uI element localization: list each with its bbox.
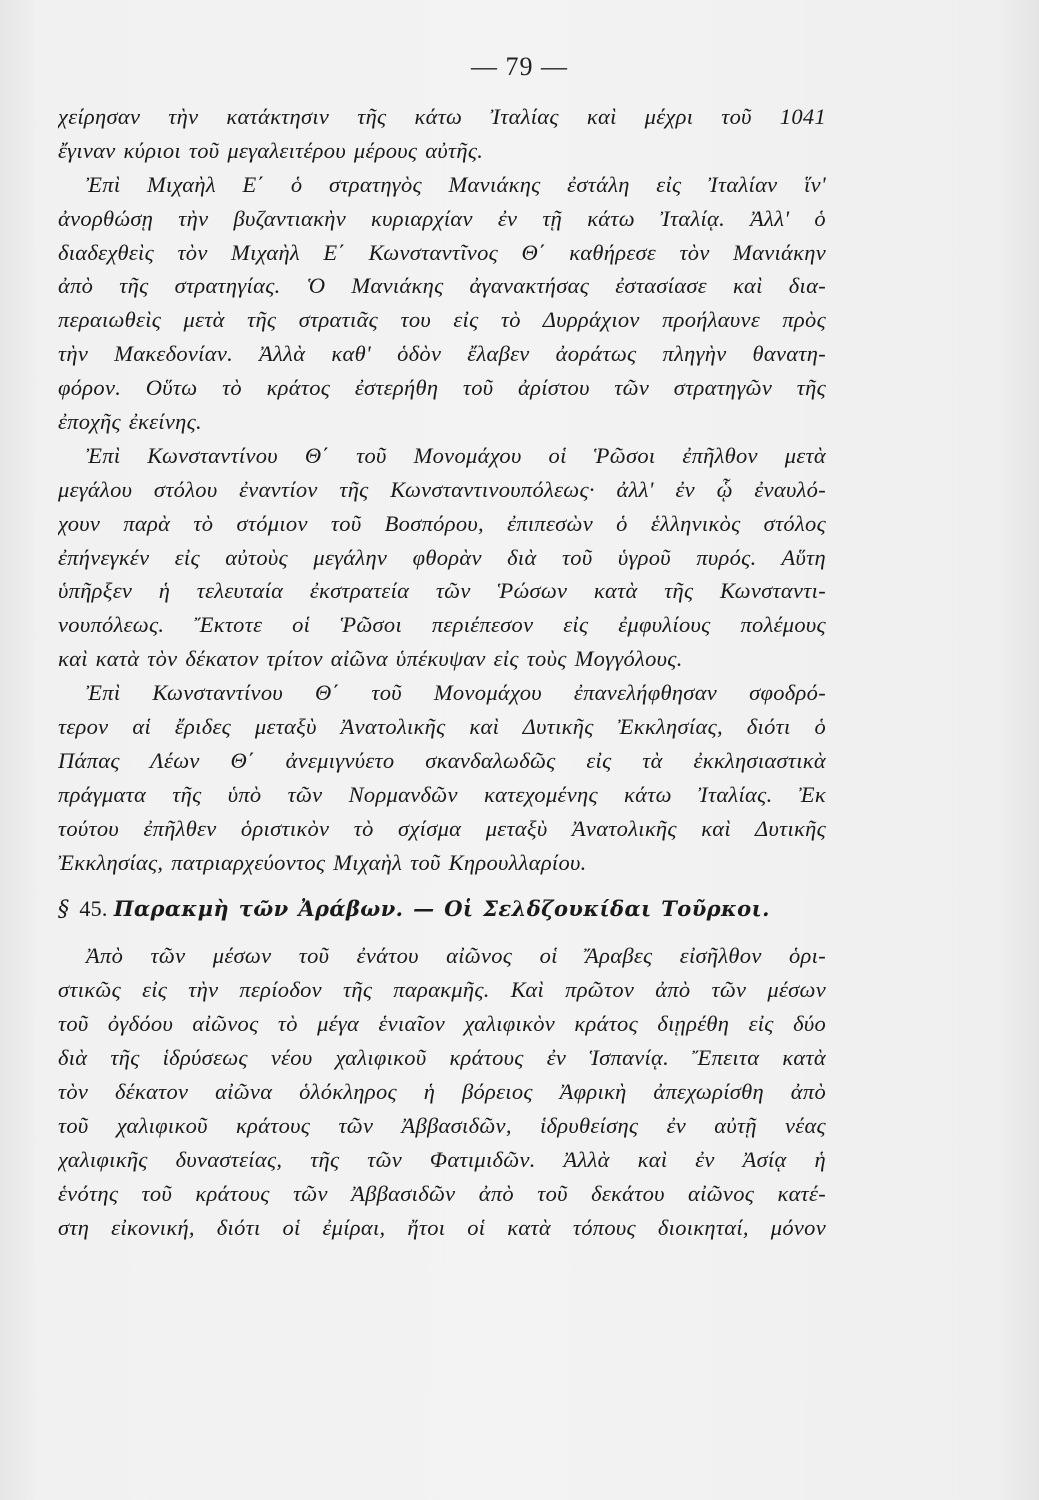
text-line: τὴν Μακεδονίαν. Ἀλλὰ καθ' ὁδὸν ἔλαβεν ἀοράτως πληγὴν θανατη- [58,341,826,367]
text-line: μεγάλου στόλου ἐναντίον τῆς Κωνσταντινουπόλεως· ἀλλ' ἐν ᾧ ἐναυλό- [58,476,826,502]
text-line: Ἐπὶ Κωνσταντίνου Θ΄ τοῦ Μονομάχου οἱ Ῥῶσοι ἐπῆλθον μετὰ [86,442,826,468]
text-line: τερον αἱ ἔριδες μεταξὺ Ἀνατολικῆς καὶ Δυτικῆς Ἐκκλησίας, διότι ὁ [58,714,826,740]
text-line: νουπόλεως. Ἔκτοτε οἱ Ῥῶσοι περιέπεσον εἰς ἐμφυλίους πολέμους [58,612,826,638]
text-line: στη εἰκονική, διότι οἱ ἐμίραι, ἤτοι οἱ κατὰ τόπους διοικηταί, μόνον [58,1214,826,1240]
text-line: ἑνότης τοῦ κράτους τῶν Ἀββασιδῶν ἀπὸ τοῦ δεκάτου αἰῶνος κατέ- [58,1180,826,1206]
section-title: Παρακμὴ τῶν Ἀράβων. — Οἱ Σελδζουκίδαι Τοῦρκοι. [113,896,770,922]
section-number: 45. [79,896,108,922]
text-line: Πάπας Λέων Θ΄ ἀνεμιγνύετο σκανδαλωδῶς εἰς τὰ ἐκκλησιαστικὰ [58,747,826,773]
text-line: τὸν δέκατον αἰῶνα ὁλόκληρος ἡ βόρειος Ἀφρικὴ ἀπεχωρίσθη ἀπὸ [58,1079,826,1105]
body-text [58,100,826,1245]
page-number: — 79 — [471,52,568,81]
text-line: ἐποχῆς ἐκείνης. [58,409,202,435]
text-line: φόρον. Οὕτω τὸ κράτος ἐστερήθη τοῦ ἀρίστου τῶν στρατηγῶν τῆς [58,375,826,401]
section-heading [58,885,826,933]
text-line: ἀπὸ τῆς στρατηγίας. Ὁ Μανιάκης ἀγανακτήσας ἐστασίασε καὶ δια- [58,273,826,299]
text-line: ὑπῆρξεν ἡ τελευταία ἐκστρατεία τῶν Ῥώσων κατὰ τῆς Κωνσταντι- [58,578,826,604]
text-line: τούτου ἐπῆλθεν ὁριστικὸν τὸ σχίσμα μεταξὺ Ἀνατολικῆς καὶ Δυτικῆς [58,815,826,841]
text-line: Ἀπὸ τῶν μέσων τοῦ ἐνάτου αἰῶνος οἱ Ἄραβες εἰσῆλθον ὁρι- [86,943,826,969]
text-line: στικῶς εἰς τὴν περίοδον τῆς παρακμῆς. Καὶ πρῶτον ἀπὸ τῶν μέσων [58,977,826,1003]
text-line: Ἐπὶ Κωνσταντίνου Θ΄ τοῦ Μονομάχου ἐπανελήφθησαν σφοδρό- [86,680,826,706]
text-line: καὶ κατὰ τὸν δέκατον τρίτον αἰῶνα ὑπέκυψαν εἰς τοὺς Μογγόλους. [58,646,683,672]
text-line: Ἐπὶ Μιχαὴλ Ε΄ ὁ στρατηγὸς Μανιάκης ἐστάλη εἰς Ἰταλίαν ἵν' [86,171,826,197]
text-line: Ἐκκλησίας, πατριαρχεύοντος Μιχαὴλ τοῦ Κηρουλλαρίου. [58,849,587,875]
text-line: τοῦ χαλιφικοῦ κράτους τῶν Ἀββασιδῶν, ἱδρυθείσης ἐν αὐτῇ νέας [58,1112,826,1138]
text-line: ἐπήνεγκέν εἰς αὐτοὺς μεγάλην φθορὰν διὰ τοῦ ὑγροῦ πυρός. Αὕτη [58,544,826,570]
text-line: περαιωθεὶς μετὰ τῆς στρατιᾶς του εἰς τὸ Δυρράχιον προήλαυνε πρὸς [58,307,826,333]
text-line: ἀνορθώσῃ τὴν βυζαντιακὴν κυριαρχίαν ἐν τῇ κάτω Ἰταλίᾳ. Ἀλλ' ὁ [58,205,826,231]
text-line: χαλιφικῆς δυναστείας, τῆς τῶν Φατιμιδῶν. Ἀλλὰ καὶ ἐν Ἀσίᾳ ἡ [58,1146,826,1172]
section-body [58,939,826,1244]
text-line: διαδεχθεὶς τὸν Μιχαὴλ Ε΄ Κωνσταντῖνος Θ΄ καθήρεσε τὸν Μανιάκην [58,239,826,265]
text-line: χουν παρὰ τὸ στόμιον τοῦ Βοσπόρου, ἐπιπεσὼν ὁ ἑλληνικὸς στόλος [58,510,826,536]
section-symbol: § [58,897,70,923]
text-line: χείρησαν τὴν κατάκτησιν τῆς κάτω Ἰταλίας καὶ μέχρι τοῦ 1041 [58,104,826,129]
text-line: ἔγιναν κύριοι τοῦ μεγαλειτέρου μέρους αὐτῆς. [58,137,484,163]
text-line: διὰ τῆς ἱδρύσεως νέου χαλιφικοῦ κράτους ἐν Ἱσπανίᾳ. Ἔπειτα κατὰ [58,1045,826,1071]
text-line: τοῦ ὀγδόου αἰῶνος τὸ μέγα ἑνιαῖον χαλιφικὸν κράτος διῃρέθη εἰς δύο [58,1011,826,1037]
text-line: πράγματα τῆς ὑπὸ τῶν Νορμανδῶν κατεχομένης κάτω Ἰταλίας. Ἐκ [58,781,826,807]
